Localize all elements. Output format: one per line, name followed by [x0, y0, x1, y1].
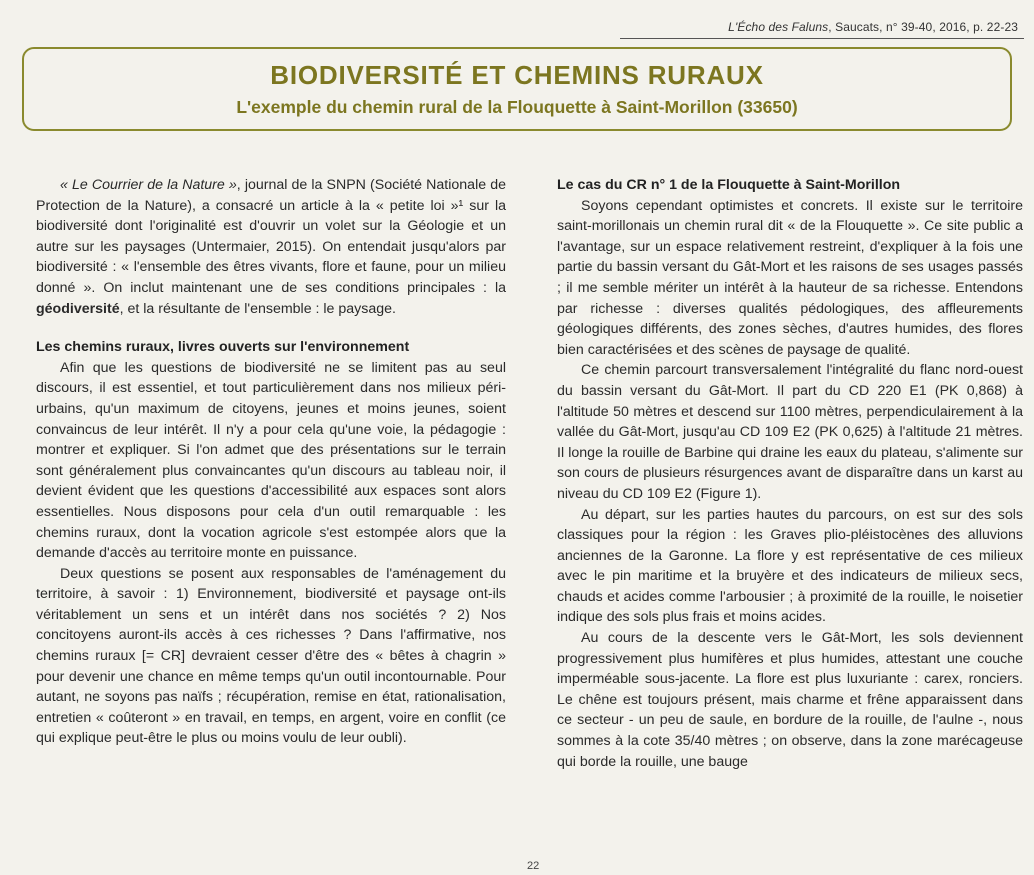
intro-text: , journal de la SNPN (Société Nationale de Protection de la Nature), a consacré un article à la « petite loi »¹ sur la biodiversité dont l'originalité est d'ouvrir un volet sur la Géologie et un autre sur les paysages (Untermaier, 2015). On entendait jusqu'alors par biodiversité : « l'ensemble des êtres vivants, flore et faune, pour un milieu donné ». On inclut maintenant une de ses conditions principales : la	[36, 177, 506, 296]
intro-paragraph	[36, 175, 506, 319]
citation-header	[728, 20, 1018, 34]
left-column	[36, 175, 506, 749]
journal-reference: , Saucats, n° 39-40, 2016, p. 22-23	[828, 20, 1018, 34]
paragraph-right-4: Au cours de la descente vers le Gât-Mort, les sols deviennent progressivement plus humifères et plus humides, attestant une couche imperméable sous-jacente. La flore est plus luxuriante : carex, ronciers. Le chêne est toujours présent, mais charme et frêne apparaissent dans ce secteur - un peu de saule, en bordure de la rouille, de l'aulne -, nous sommes à la cote 35/40 mètres ; on observe, dans la zone marécageuse qui borde la rouille, une bauge	[557, 630, 1023, 770]
article-title: BIODIVERSITÉ ET CHEMINS RURAUX	[270, 60, 764, 90]
paragraph-right-2: Ce chemin parcourt transversalement l'intégralité du flanc nord-ouest du bassin versant du Gât-Mort. Il part du CD 220 E1 (PK 0,868) à l'altitude 50 mètres et descend sur 1100 mètres, perpendiculairement à la vallée du Gât-Mort, jusqu'au CD 109 E2 (PK 0,625) à l'altitude 21 mètres. Il longe la rouille de Barbine qui draine les eaux du plateau, s'alimente sur son cours de plusieurs résurgences avant de disparaître dans un karst au niveau du CD 109 E2 (Figure 1).	[557, 362, 1023, 502]
page-number: 22	[527, 860, 540, 872]
paragraph-left-2: Deux questions se posent aux responsables de l'aménagement du territoire, à savoir : 1) Environnement, biodiversité et paysage ont-ils véritablement un sens et un intérêt dans nos sociétés ? 2) Nos concitoyens auront-ils accès à ces richesses ? Dans l'affirmative, nos chemins ruraux [= CR] devraient cesser d'être des « bêtes à chagrin » pour devenir une chance en même temps qu'un outil incontournable. Pour autant, ne soyons pas naïfs ; récupération, remise en état, rationalisation, entretien « coûteront » en travail, en temps, en argent, voire en conflit (ce qui explique peut-être le plus ou moins voulu de leur oubli).	[36, 565, 506, 747]
intro-bold: géodiversité	[36, 300, 120, 317]
spacer	[36, 319, 506, 337]
journal-name: L'Écho des Faluns	[728, 20, 829, 34]
intro-italic: « Le Courrier de la Nature »	[60, 177, 237, 193]
paragraph-left-1: Afin que les questions de biodiversité ne se limitent pas au seul discours, il est essentiel, et tout particulièrement dans nos milieux péri-urbains, qu'un maximum de citoyens, jeunes et moins jeunes, soient convaincus de leur intérêt. Il n'y a pour cela qu'une voie, la pédagogie : montrer et expliquer. Si l'on admet que des présentations sur le terrain sont généralement plus convaincantes qu'un discours au tableau noir, il devient évident que les questions d'accessibilité aux espaces sont alors essentielles. Nous disposons pour cela d'un outil remarquable : les chemins ruraux, dont la vocation agricole s'est estompée alors que la demande d'accès au territoire monte en puissance.	[36, 359, 506, 562]
paragraph-right-3: Au départ, sur les parties hautes du parcours, on est sur des sols classiques pour la région : les Graves plio-pléistocènes des alluvions anciennes de la Garonne. La flore y est représentative de ces milieux avec le pin maritime et la bruyère et des indicateurs de milieux secs, chauds et acides comme l'arbousier ; à proximité de la rouille, le noisetier indique des sols plus frais et moins acides.	[557, 506, 1023, 626]
right-column	[557, 175, 1023, 772]
section-heading-right: Le cas du CR n° 1 de la Flouquette à Saint-Morillon	[557, 177, 901, 193]
article-subtitle: L'exemple du chemin rural de la Flouquette à Saint-Morillon (33650)	[236, 97, 798, 117]
header-divider	[620, 38, 1024, 39]
section-heading-left: Les chemins ruraux, livres ouverts sur l'environnement	[36, 339, 410, 356]
intro-end: , et la résultante de l'ensemble : le paysage.	[119, 300, 396, 317]
paragraph-right-1: Soyons cependant optimistes et concrets. Il existe sur le territoire saint-morillonais un chemin rural dit « de la Flouquette ». Ce site public a l'avantage, sur un espace relativement restreint, d'expliquer à la fois une partie du bassin versant du Gât-Mort et les raisons de ses usages passés ; il me semble mériter un intérêt à la hauteur de sa richesse. Entendons par richesse : diverses qualités pédologiques, des affleurements géologiques différents, des zones sèches, d'autres humides, des flores bien caractérisées et des scènes de paysage de qualité.	[557, 197, 1023, 358]
title-box	[22, 47, 1012, 131]
